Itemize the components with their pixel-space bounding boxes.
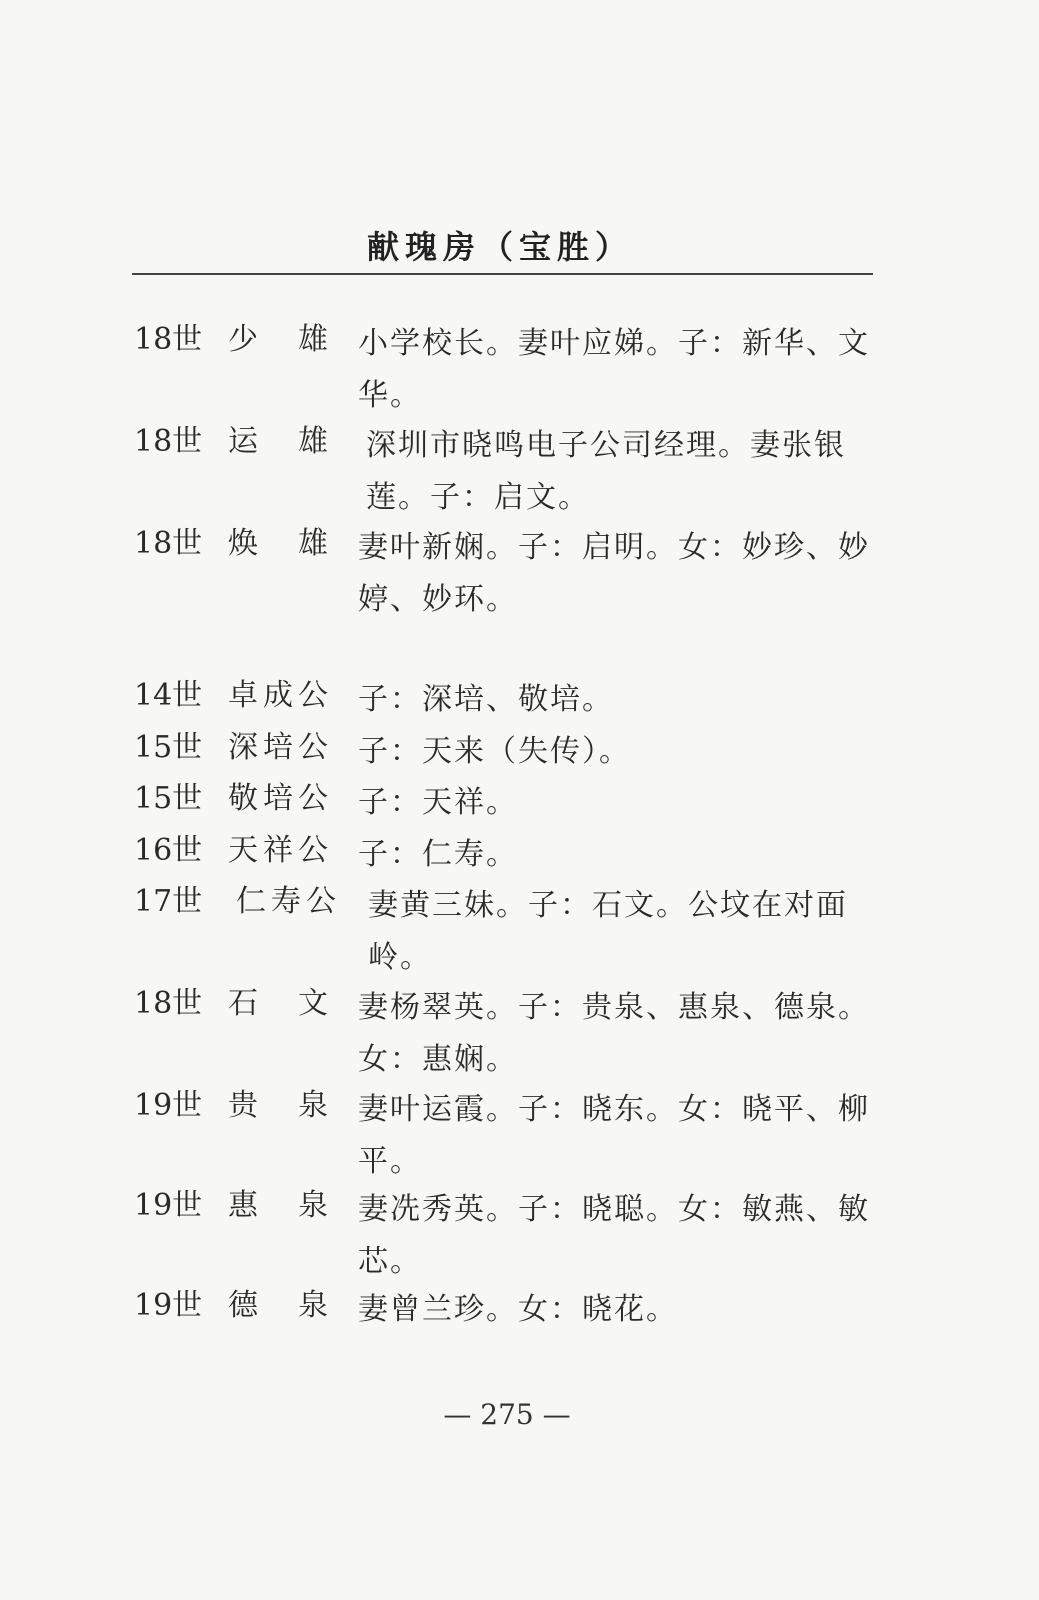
entry-description: 妻黄三妹。子：石文。公坟在对面岭。 [368, 888, 848, 975]
entry-description: 妻叶新娴。子：启明。女：妙珍、妙婷、妙环。 [358, 530, 870, 617]
person-name: 少 雄 [228, 322, 328, 357]
person-name: 德 泉 [228, 1288, 328, 1323]
entry-description: 妻杨翠英。子：贵泉、惠泉、德泉。女：惠娴。 [358, 990, 870, 1077]
person-name: 卓成公 [228, 678, 328, 713]
entry-description: 小学校长。妻叶应娣。子：新华、文华。 [358, 326, 870, 413]
generation-label: 14世 [134, 678, 203, 713]
generation-label: 15世 [134, 730, 203, 765]
person-name: 深培公 [228, 730, 328, 765]
entry-description: 子：仁寿。 [358, 837, 518, 872]
person-name: 贵 泉 [228, 1088, 328, 1123]
person-name: 敬培公 [228, 781, 328, 816]
person-name: 焕 雄 [228, 526, 328, 561]
entry-description: 妻叶运霞。子：晓东。女：晓平、柳平。 [358, 1092, 870, 1179]
person-name: 天祥公 [228, 833, 328, 868]
generation-label: 18世 [134, 322, 203, 357]
generation-label: 19世 [134, 1188, 203, 1223]
generation-label: 18世 [134, 424, 203, 459]
person-name: 运 雄 [228, 424, 328, 459]
person-name: 仁寿公 [236, 884, 336, 919]
person-name: 石 文 [228, 986, 328, 1021]
generation-label: 19世 [134, 1088, 203, 1123]
generation-label: 19世 [134, 1288, 203, 1323]
entry-description: 子：深培、敬培。 [358, 682, 614, 717]
entry-description: 妻冼秀英。子：晓聪。女：敏燕、敏芯。 [358, 1192, 870, 1279]
generation-label: 17世 [134, 884, 203, 919]
entry-description: 子：天祥。 [358, 785, 518, 820]
page-title: 献瑰房（宝胜） [366, 228, 633, 266]
generation-label: 15世 [134, 781, 203, 816]
generation-label: 18世 [134, 526, 203, 561]
generation-label: 16世 [134, 833, 203, 868]
person-name: 惠 泉 [228, 1188, 328, 1223]
entry-description: 妻曾兰珍。女：晓花。 [358, 1292, 678, 1327]
generation-label: 18世 [134, 986, 203, 1021]
entry-description: 子：天来（失传）。 [358, 734, 631, 769]
page-number: — 275 — [443, 1398, 571, 1431]
entry-description: 深圳市晓鸣电子公司经理。妻张银莲。子：启文。 [366, 428, 846, 515]
